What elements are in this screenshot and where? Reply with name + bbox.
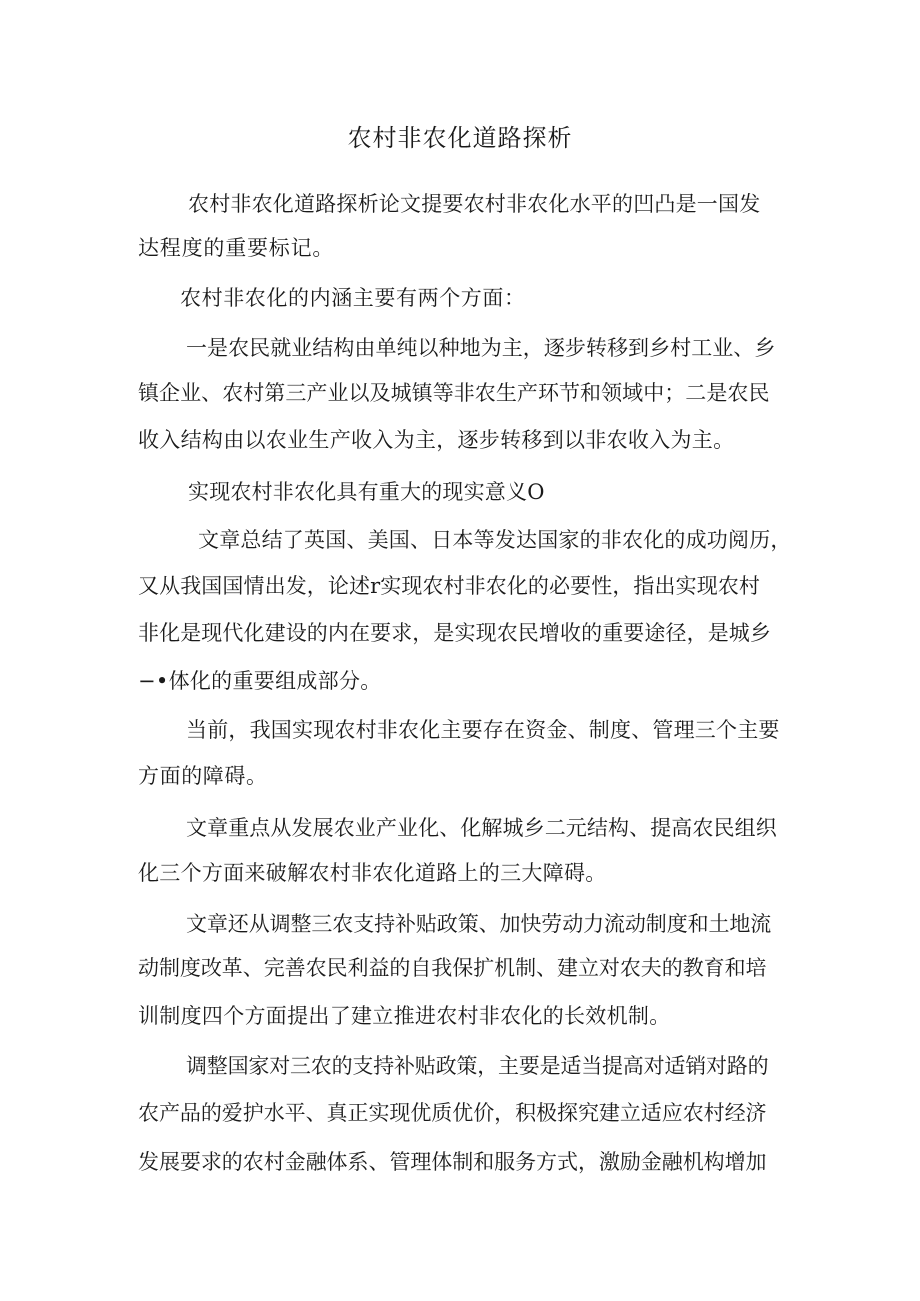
text-line: 一是农民就业结构由单纯以种地为主，逐步转移到乡村工业、乡 [186, 336, 776, 360]
document-title: 农村非农化道路探析 [347, 124, 573, 152]
text-line: −•体化的重要组成部分。 [138, 669, 382, 693]
text-line: 动制度改革、完善农民利益的自我保扩机制、建立对农夫的教育和培 [138, 956, 767, 980]
text-line: 文章总结了英国、美国、日本等发达国家的非农化的成功阅历， [198, 528, 792, 552]
text-line: 方面的障碍。 [138, 764, 268, 788]
text-line: 实现农村非农化具有重大的现实意义O [188, 480, 545, 504]
text-line: 调整国家对三农的支持补贴政策，主要是适当提高对适销对路的 [186, 1054, 769, 1078]
text-line: 农村非农化道路探析论文提要农村非农化水平的凹凸是一国发 [188, 192, 761, 216]
text-line: 非化是现代化建设的内在要求，是实现农民增收的重要途径，是城乡 [138, 621, 771, 645]
text-line: 农产品的爱护水平、真正实现优质优价，积极探究建立适应农村经济 [138, 1101, 767, 1125]
text-line: 发展要求的农村金融体系、管理体制和服务方式，激励金融机构增加 [138, 1150, 767, 1174]
text-line: 达程度的重要标记。 [138, 236, 335, 260]
text-line: 农村非农化的内涵主要有两个方面： [180, 286, 526, 310]
text-line: 镇企业、农村第三产业以及城镇等非农生产环节和领域中；二是农民 [138, 381, 770, 405]
text-line: 训制度四个方面提出了建立推进农村非农化的长效机制。 [138, 1004, 671, 1028]
text-line: 又从我国国情出发，论述r实现农村非农化的必要性，指出实现农村 [138, 574, 761, 598]
text-line: 文章重点从发展农业产业化、化解城乡二元结构、提高农民组织 [186, 816, 777, 840]
text-line: 收入结构由以农业生产收入为主，逐步转移到以非农收入为主。 [138, 428, 735, 452]
text-line: 化三个方面来破解农村非农化道路上的三大障碍。 [138, 861, 607, 885]
text-line: 当前，我国实现农村非农化主要存在资金、制度、管理三个主要 [186, 718, 780, 742]
text-line: 文章还从调整三农支持补贴政策、加快劳动力流动制度和土地流 [186, 912, 772, 936]
